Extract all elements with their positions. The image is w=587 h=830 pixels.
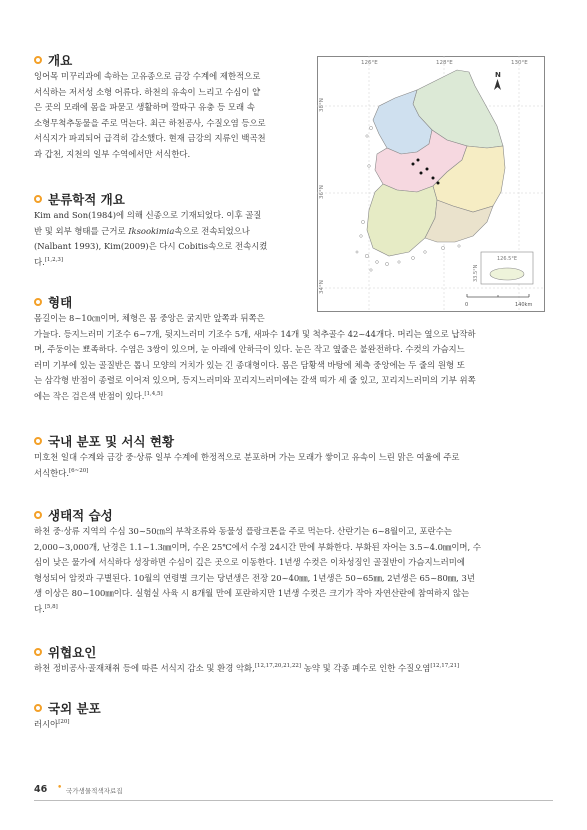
text-line: 은 곳의 모래에 몸을 파묻고 생활하며 깔따구 유충 등 모래 속 xyxy=(34,102,255,112)
scale-label-start: 0 xyxy=(465,302,469,308)
region-jeju xyxy=(490,268,524,280)
text-line: 2,000~3,000개, 난경은 1.1~1.3㎜이며, 수온 25℃에서 수정 24시간 만에 부화한다. 부화된 자어는 3.5~4.0㎜이며, 수 xyxy=(34,541,481,552)
text-line: 미호천 일대 수계와 금강 중·상류 일부 수계에 한정적으로 분포하며 가는 모래가 쌓이고 유속이 느린 맑은 여울에 주로 xyxy=(34,452,460,462)
text-fragment: 속으로 전속되었으나 xyxy=(174,225,250,236)
text-line: Kim and Son(1984)에 의해 신종으로 기재되었다. 이후 골질 xyxy=(34,210,262,220)
longitude-label: 130°E xyxy=(511,60,528,66)
section-heading-overseas xyxy=(34,699,101,717)
text-line: (Nalbant 1993), Kim(2009)은 다시 Cobitis속으로 전속시켰 xyxy=(34,241,268,251)
occurrence-point xyxy=(420,172,423,175)
text-fragment: 다. xyxy=(34,603,45,614)
threats-paragraph xyxy=(34,661,553,677)
ecology-paragraph xyxy=(34,524,553,617)
text-line: 몸길이는 8~10㎝이며, 체형은 몸 중앙은 굵지만 앞쪽과 뒤쪽은 xyxy=(34,313,265,323)
inset-longitude-label: 126.5°E xyxy=(497,256,517,262)
section-heading-threats xyxy=(34,643,96,661)
text-fragment: 하천 정비공사·골재채취 등에 따른 서식지 감소 및 환경 악화, xyxy=(34,663,255,673)
jeju-inset xyxy=(473,252,533,284)
text-fragment: 서식한다. xyxy=(34,467,70,478)
text-fragment: 다. xyxy=(34,256,45,267)
distribution-paragraph xyxy=(34,450,553,481)
text-line: 며, 주둥이는 뾰족하다. 수염은 3쌍이 있으며, 눈 아래에 안하극이 있다. 눈은 작고 옆줄은 불완전하다. 수컷의 가슴지느 xyxy=(34,344,465,354)
occurrence-point xyxy=(426,168,429,171)
text-line: 잉어목 미꾸리과에 속하는 고유종으로 금강 수계에 제한적으로 xyxy=(34,71,261,81)
reference-mark: [5,8] xyxy=(44,603,58,610)
bullet-circle-icon xyxy=(34,195,42,203)
latitude-label: 34°N xyxy=(319,280,325,294)
genus-name: Iksookimia xyxy=(128,225,175,236)
latitude-label: 38°N xyxy=(319,98,325,112)
text-line: 서식지가 파괴되어 급격히 감소했다. 현재 금강의 지류인 백곡천 xyxy=(34,133,266,143)
bullet-circle-icon xyxy=(34,56,42,64)
section-heading-distribution xyxy=(34,432,174,450)
occurrence-point xyxy=(417,159,420,162)
footer-rule xyxy=(34,800,553,801)
text-line: 가늘다. 등지느러미 기조수 6~7개, 뒷지느러미 기조수 5개, 새파수 14개 및 척추골수 42~44개다. 머리는 옆으로 납작하 xyxy=(34,328,476,339)
bullet-circle-icon xyxy=(34,437,42,445)
reference-mark: [1,4,5] xyxy=(144,390,163,397)
footer-separator-dot: • xyxy=(57,783,63,793)
section-title: 국외 분포 xyxy=(48,701,101,716)
bullet-circle-icon xyxy=(34,704,42,712)
text-line xyxy=(34,717,553,733)
section-title: 국내 분포 및 서식 현황 xyxy=(48,434,175,449)
bullet-circle-icon xyxy=(34,298,42,306)
section-heading-taxonomy xyxy=(34,190,125,208)
text-line xyxy=(34,224,310,240)
text-fragment: 에는 작은 검은색 반점이 있다. xyxy=(34,390,145,401)
section-title: 개요 xyxy=(48,53,73,68)
text-line: 생 이상은 80~100㎜이다. 실험실 사육 시 8개월 만에 포란하지만 1년생 수컷은 크기가 작아 자연산란에 참여하지 않는 xyxy=(34,588,470,598)
occurrence-point xyxy=(432,177,435,180)
section-title: 분류학적 개요 xyxy=(48,192,125,207)
latitude-label: 36°N xyxy=(319,185,325,199)
text-line: 는 삼각형 반점이 종렬로 이어져 있으며, 등지느러미와 꼬리지느러미에는 갈색 띠가 세 줄 있고, 꼬리지느러미의 기부 위쪽 xyxy=(34,375,476,385)
text-line xyxy=(34,255,310,271)
text-line xyxy=(34,389,553,405)
scale-label-end: 140km xyxy=(515,302,533,308)
section-title: 형태 xyxy=(48,295,73,310)
book-title: 국가생물적색자료집 xyxy=(66,787,123,795)
overview-paragraph xyxy=(34,69,310,162)
text-line: 서식하는 저서성 소형 어류다. 하천의 유속이 느리고 수심이 얕 xyxy=(34,86,261,97)
occurrence-point xyxy=(437,182,440,185)
section-title: 위협요인 xyxy=(48,645,97,660)
longitude-label: 128°E xyxy=(436,60,453,66)
inset-latitude-label: 33.5°N xyxy=(473,264,479,282)
text-fragment: 농약 및 각종 폐수로 인한 수질오염 xyxy=(301,663,431,673)
page-number: 46 xyxy=(34,784,48,795)
longitude-label: 126°E xyxy=(361,60,378,66)
reference-mark: [20] xyxy=(58,719,70,726)
bullet-circle-icon xyxy=(34,648,42,656)
morphology-paragraph xyxy=(34,311,553,404)
taxonomy-paragraph xyxy=(34,208,310,270)
north-label: N xyxy=(495,71,501,79)
occurrence-point xyxy=(412,163,415,166)
text-line: 과 갑천, 지천의 일부 수역에서만 서식한다. xyxy=(34,148,191,159)
text-line: 소형무척추동물을 주로 먹는다. 최근 하천공사, 수질오염 등으로 xyxy=(34,117,266,128)
reference-mark: [6~20] xyxy=(69,467,89,474)
section-heading-overview xyxy=(34,51,72,69)
reference-mark: [12,17,21] xyxy=(430,663,460,670)
section-heading-morphology xyxy=(34,293,72,311)
text-line: 러미 기부에 있는 골질반은 톱니 모양의 거치가 있는 긴 종대형이다. 몸은 담황색 바탕에 체측 중앙에는 두 줄의 원형 또 xyxy=(34,359,465,370)
section-heading-ecology xyxy=(34,506,113,524)
bullet-circle-icon xyxy=(34,511,42,519)
text-fragment: 반 및 외부 형태를 근거로 xyxy=(34,225,129,236)
text-fragment: 러시아 xyxy=(34,719,59,729)
distribution-map xyxy=(317,56,545,312)
text-line: 형성되어 암컷과 구별된다. 10월의 연령별 크기는 당년생은 전장 20~40㎜, 1년생은 50~65㎜, 2년생은 65~80㎜, 3년 xyxy=(34,572,475,583)
text-line: 하천 중·상류 지역의 수심 30~50㎝의 부착조류와 동물성 플랑크톤을 주로 먹는다. 산란기는 6~8월이고, 포란수는 xyxy=(34,526,452,536)
text-line xyxy=(34,466,553,482)
section-title: 생태적 습성 xyxy=(48,508,113,523)
overseas-paragraph xyxy=(34,717,553,733)
text-line xyxy=(34,602,553,618)
reference-mark: [12,17,20,21,22] xyxy=(254,663,302,670)
text-line: 심이 낮은 물가에 서식하다 성장하면 수심이 깊은 곳으로 이동한다. 1년생 수컷은 이차성징인 골질반이 가슴지느러미에 xyxy=(34,557,465,567)
text-line xyxy=(34,661,553,677)
reference-mark: [1,2,3] xyxy=(44,256,64,263)
